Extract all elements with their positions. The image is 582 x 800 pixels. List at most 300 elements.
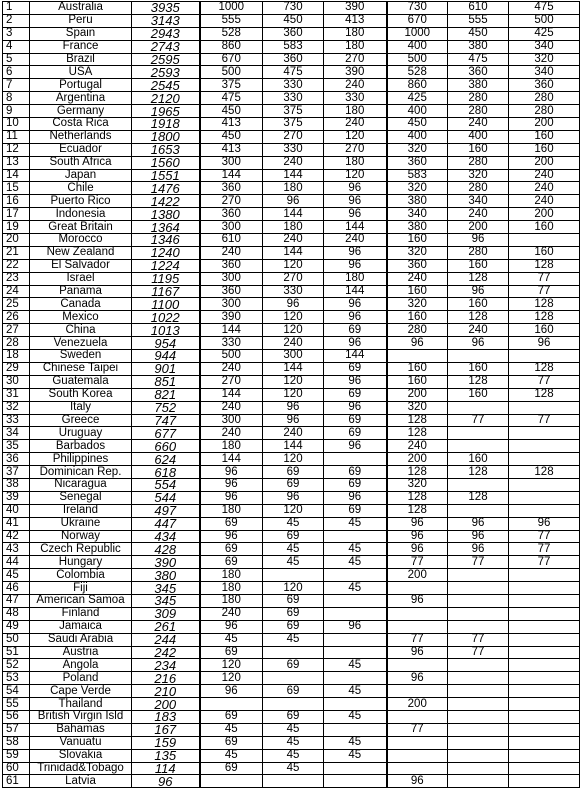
score-cell: 120	[263, 504, 324, 517]
rank-cell: 49	[3, 620, 30, 633]
country-cell: Ecuador	[30, 143, 132, 156]
rank-cell: 33	[3, 414, 30, 427]
score-cell	[324, 775, 387, 788]
score-cell: 144	[263, 362, 324, 375]
score-cell: 413	[200, 143, 263, 156]
score-cell: 555	[200, 14, 263, 27]
table-row	[3, 633, 580, 646]
table-row	[3, 401, 580, 414]
total-points-cell: 2943	[132, 27, 200, 40]
country-cell: Austria	[30, 646, 132, 659]
score-cell: 280	[448, 182, 509, 195]
country-cell: Chile	[30, 182, 132, 195]
score-cell: 120	[200, 659, 263, 672]
score-cell	[387, 710, 448, 723]
score-cell: 45	[263, 762, 324, 775]
score-cell	[387, 582, 448, 595]
score-cell: 240	[200, 401, 263, 414]
rank-cell: 20	[3, 234, 30, 247]
table-row	[3, 40, 580, 53]
score-cell	[263, 646, 324, 659]
score-cell	[509, 620, 580, 633]
score-cell: 160	[387, 234, 448, 247]
score-cell: 77	[448, 646, 509, 659]
score-cell: 128	[509, 259, 580, 272]
score-cell	[509, 646, 580, 659]
score-cell: 128	[448, 375, 509, 388]
score-cell: 160	[509, 143, 580, 156]
score-cell	[509, 427, 580, 440]
score-cell: 280	[509, 92, 580, 105]
table-row	[3, 350, 580, 363]
rank-cell: 55	[3, 698, 30, 711]
score-cell: 330	[263, 92, 324, 105]
total-points-cell: 216	[132, 672, 200, 685]
score-cell: 400	[387, 40, 448, 53]
score-cell: 270	[324, 53, 387, 66]
total-points-cell: 944	[132, 350, 200, 363]
score-cell	[324, 594, 387, 607]
score-cell: 69	[200, 517, 263, 530]
country-cell: Hungary	[30, 556, 132, 569]
score-cell	[324, 530, 387, 543]
total-points-cell: 309	[132, 607, 200, 620]
rank-cell: 34	[3, 427, 30, 440]
country-cell: Great Britain	[30, 221, 132, 234]
rank-cell: 36	[3, 453, 30, 466]
score-cell: 413	[324, 14, 387, 27]
score-cell: 390	[324, 2, 387, 15]
total-points-cell: 1653	[132, 143, 200, 156]
score-cell: 390	[200, 311, 263, 324]
score-cell: 69	[200, 762, 263, 775]
rank-cell: 52	[3, 659, 30, 672]
table-row	[3, 259, 580, 272]
score-cell: 200	[448, 221, 509, 234]
total-points-cell: 1364	[132, 221, 200, 234]
total-points-cell: 901	[132, 362, 200, 375]
score-cell: 360	[263, 27, 324, 40]
table-row	[3, 607, 580, 620]
rank-cell: 40	[3, 504, 30, 517]
score-cell: 69	[200, 736, 263, 749]
table-row	[3, 453, 580, 466]
country-cell: American Samoa	[30, 594, 132, 607]
rank-cell: 10	[3, 118, 30, 131]
score-cell: 160	[448, 453, 509, 466]
score-cell: 240	[448, 324, 509, 337]
country-cell: Bahamas	[30, 723, 132, 736]
score-cell: 96	[200, 530, 263, 543]
rank-cell: 1	[3, 2, 30, 15]
total-points-cell: 3935	[132, 2, 200, 15]
score-cell: 425	[387, 92, 448, 105]
score-cell: 96	[509, 337, 580, 350]
score-cell: 240	[263, 337, 324, 350]
rank-cell: 58	[3, 736, 30, 749]
score-cell: 400	[387, 105, 448, 118]
score-cell: 128	[387, 504, 448, 517]
total-points-cell: 677	[132, 427, 200, 440]
country-cell: Czech Republic	[30, 543, 132, 556]
score-cell: 670	[387, 14, 448, 27]
table-row	[3, 646, 580, 659]
country-cell: El Salvador	[30, 259, 132, 272]
table-row	[3, 427, 580, 440]
score-cell: 96	[448, 337, 509, 350]
table-row	[3, 504, 580, 517]
rank-cell: 30	[3, 375, 30, 388]
score-cell: 320	[387, 246, 448, 259]
score-cell	[509, 762, 580, 775]
country-cell: Sweden	[30, 350, 132, 363]
score-cell: 77	[387, 723, 448, 736]
rankings-table-body	[3, 2, 580, 788]
score-cell: 200	[509, 156, 580, 169]
rank-cell: 28	[3, 337, 30, 350]
score-cell: 160	[509, 130, 580, 143]
total-points-cell: 1195	[132, 272, 200, 285]
table-row	[3, 491, 580, 504]
country-cell: Latvia	[30, 775, 132, 788]
score-cell: 69	[263, 659, 324, 672]
score-cell: 413	[200, 118, 263, 131]
country-cell: Saudi Arabia	[30, 633, 132, 646]
rank-cell: 6	[3, 66, 30, 79]
score-cell: 45	[263, 736, 324, 749]
score-cell	[324, 698, 387, 711]
table-row	[3, 556, 580, 569]
score-cell: 45	[324, 517, 387, 530]
score-cell: 120	[263, 375, 324, 388]
score-cell: 96	[448, 234, 509, 247]
total-points-cell: 1380	[132, 208, 200, 221]
score-cell: 320	[387, 401, 448, 414]
rank-cell: 41	[3, 517, 30, 530]
score-cell: 450	[200, 130, 263, 143]
score-cell	[263, 698, 324, 711]
country-cell: Norway	[30, 530, 132, 543]
table-row	[3, 285, 580, 298]
score-cell: 180	[263, 221, 324, 234]
country-cell: Trinidad&Tobago	[30, 762, 132, 775]
total-points-cell: 1560	[132, 156, 200, 169]
score-cell: 96	[324, 259, 387, 272]
table-row	[3, 775, 580, 788]
score-cell: 69	[200, 543, 263, 556]
score-cell	[448, 440, 509, 453]
score-cell: 160	[387, 375, 448, 388]
country-cell: Ireland	[30, 504, 132, 517]
score-cell	[509, 453, 580, 466]
score-cell	[387, 685, 448, 698]
total-points-cell: 2545	[132, 79, 200, 92]
score-cell: 730	[387, 2, 448, 15]
rank-cell: 26	[3, 311, 30, 324]
score-cell: 69	[263, 478, 324, 491]
score-cell: 120	[263, 453, 324, 466]
total-points-cell: 821	[132, 388, 200, 401]
score-cell: 45	[263, 543, 324, 556]
score-cell: 340	[448, 195, 509, 208]
score-cell: 280	[448, 92, 509, 105]
table-row	[3, 388, 580, 401]
score-cell	[509, 659, 580, 672]
rank-cell: 16	[3, 195, 30, 208]
score-cell: 1000	[200, 2, 263, 15]
score-cell: 69	[324, 478, 387, 491]
score-cell: 340	[387, 208, 448, 221]
score-cell: 96	[387, 530, 448, 543]
score-cell: 528	[200, 27, 263, 40]
score-cell: 128	[448, 311, 509, 324]
total-points-cell: 1240	[132, 246, 200, 259]
total-points-cell: 234	[132, 659, 200, 672]
score-cell: 96	[200, 620, 263, 633]
country-cell: USA	[30, 66, 132, 79]
total-points-cell: 447	[132, 517, 200, 530]
score-cell	[509, 582, 580, 595]
score-cell: 280	[448, 105, 509, 118]
country-cell: Barbados	[30, 440, 132, 453]
score-cell: 45	[324, 582, 387, 595]
score-cell: 160	[509, 246, 580, 259]
rank-cell: 50	[3, 633, 30, 646]
score-cell: 390	[324, 66, 387, 79]
rank-cell: 8	[3, 92, 30, 105]
score-cell: 240	[509, 182, 580, 195]
score-cell: 240	[448, 118, 509, 131]
score-cell: 128	[448, 491, 509, 504]
score-cell: 45	[324, 736, 387, 749]
score-cell	[324, 646, 387, 659]
score-cell	[448, 620, 509, 633]
score-cell: 475	[263, 66, 324, 79]
rank-cell: 31	[3, 388, 30, 401]
score-cell: 69	[200, 646, 263, 659]
score-cell: 45	[200, 723, 263, 736]
total-points-cell: 554	[132, 478, 200, 491]
score-cell	[448, 607, 509, 620]
total-points-cell: 390	[132, 556, 200, 569]
score-cell: 180	[200, 440, 263, 453]
score-cell	[448, 569, 509, 582]
total-points-cell: 2595	[132, 53, 200, 66]
total-points-cell: 2593	[132, 66, 200, 79]
score-cell: 128	[509, 466, 580, 479]
score-cell: 77	[509, 285, 580, 298]
score-cell: 450	[263, 14, 324, 27]
score-cell: 200	[387, 388, 448, 401]
rank-cell: 57	[3, 723, 30, 736]
score-cell: 128	[509, 311, 580, 324]
country-cell: Angola	[30, 659, 132, 672]
score-cell: 240	[448, 208, 509, 221]
score-cell	[509, 569, 580, 582]
score-cell: 69	[200, 710, 263, 723]
table-row	[3, 440, 580, 453]
score-cell	[387, 607, 448, 620]
score-cell: 300	[263, 350, 324, 363]
score-cell: 160	[387, 311, 448, 324]
score-cell	[509, 749, 580, 762]
table-row	[3, 234, 580, 247]
score-cell: 583	[387, 169, 448, 182]
score-cell: 69	[263, 620, 324, 633]
score-cell: 144	[263, 169, 324, 182]
score-cell: 240	[509, 169, 580, 182]
score-cell: 69	[263, 710, 324, 723]
score-cell: 45	[263, 749, 324, 762]
table-row	[3, 478, 580, 491]
table-row	[3, 53, 580, 66]
score-cell: 96	[324, 375, 387, 388]
score-cell	[324, 672, 387, 685]
score-cell: 128	[448, 272, 509, 285]
country-cell: Fiji	[30, 582, 132, 595]
score-cell: 96	[324, 208, 387, 221]
score-cell: 280	[509, 105, 580, 118]
total-points-cell: 1013	[132, 324, 200, 337]
score-cell: 450	[448, 27, 509, 40]
country-cell: Israel	[30, 272, 132, 285]
total-points-cell: 618	[132, 466, 200, 479]
score-cell: 320	[509, 53, 580, 66]
score-cell	[263, 672, 324, 685]
score-cell: 200	[387, 453, 448, 466]
score-cell: 45	[324, 543, 387, 556]
table-row	[3, 182, 580, 195]
score-cell: 144	[263, 246, 324, 259]
rank-cell: 54	[3, 685, 30, 698]
score-cell: 330	[263, 79, 324, 92]
score-cell: 69	[263, 685, 324, 698]
score-cell: 160	[448, 388, 509, 401]
total-points-cell: 1167	[132, 285, 200, 298]
country-cell: Puerto Rico	[30, 195, 132, 208]
country-cell: Canada	[30, 298, 132, 311]
score-cell	[509, 504, 580, 517]
score-cell: 96	[200, 685, 263, 698]
score-cell	[448, 736, 509, 749]
score-cell: 128	[387, 414, 448, 427]
total-points-cell: 544	[132, 491, 200, 504]
score-cell: 77	[387, 556, 448, 569]
score-cell	[387, 350, 448, 363]
score-cell: 180	[324, 40, 387, 53]
table-row	[3, 672, 580, 685]
score-cell: 380	[387, 195, 448, 208]
score-cell: 45	[324, 685, 387, 698]
rankings-table	[2, 1, 580, 788]
score-cell: 360	[263, 53, 324, 66]
score-cell	[448, 427, 509, 440]
total-points-cell: 242	[132, 646, 200, 659]
score-cell	[509, 685, 580, 698]
score-cell: 475	[448, 53, 509, 66]
score-cell: 96	[387, 775, 448, 788]
score-cell: 69	[263, 530, 324, 543]
table-row	[3, 517, 580, 530]
score-cell: 128	[509, 298, 580, 311]
score-cell: 340	[509, 66, 580, 79]
score-cell	[509, 594, 580, 607]
score-cell: 160	[448, 143, 509, 156]
score-cell: 300	[200, 272, 263, 285]
score-cell: 96	[324, 246, 387, 259]
score-cell: 240	[324, 234, 387, 247]
country-cell: Greece	[30, 414, 132, 427]
score-cell: 240	[200, 362, 263, 375]
score-cell: 96	[387, 594, 448, 607]
country-cell: Vanuatu	[30, 736, 132, 749]
score-cell: 240	[509, 195, 580, 208]
score-cell: 320	[387, 182, 448, 195]
country-cell: Argentina	[30, 92, 132, 105]
score-cell: 120	[263, 324, 324, 337]
score-cell	[509, 234, 580, 247]
score-cell	[448, 775, 509, 788]
table-row	[3, 337, 580, 350]
score-cell: 160	[387, 362, 448, 375]
score-cell: 45	[324, 710, 387, 723]
table-row	[3, 130, 580, 143]
table-row	[3, 620, 580, 633]
table-row	[3, 156, 580, 169]
score-cell: 69	[263, 607, 324, 620]
score-cell	[387, 659, 448, 672]
score-cell: 180	[200, 582, 263, 595]
score-cell: 300	[200, 298, 263, 311]
country-cell: Australia	[30, 2, 132, 15]
score-cell: 120	[263, 582, 324, 595]
table-row	[3, 324, 580, 337]
score-cell: 69	[324, 414, 387, 427]
country-cell: Morocco	[30, 234, 132, 247]
score-cell: 450	[200, 105, 263, 118]
country-cell: South Korea	[30, 388, 132, 401]
rank-cell: 44	[3, 556, 30, 569]
score-cell: 475	[200, 92, 263, 105]
score-cell: 69	[263, 466, 324, 479]
score-cell: 77	[509, 530, 580, 543]
score-cell: 96	[387, 672, 448, 685]
country-cell: Thailand	[30, 698, 132, 711]
table-row	[3, 195, 580, 208]
country-cell: Panama	[30, 285, 132, 298]
score-cell: 160	[448, 298, 509, 311]
score-cell	[387, 762, 448, 775]
score-cell: 96	[448, 530, 509, 543]
table-row	[3, 208, 580, 221]
score-cell: 45	[324, 659, 387, 672]
total-points-cell: 752	[132, 401, 200, 414]
score-cell	[324, 633, 387, 646]
score-cell	[509, 672, 580, 685]
score-cell: 69	[324, 504, 387, 517]
table-row	[3, 594, 580, 607]
table-row	[3, 118, 580, 131]
score-cell	[324, 762, 387, 775]
table-row	[3, 66, 580, 79]
score-cell: 144	[200, 388, 263, 401]
total-points-cell: 497	[132, 504, 200, 517]
score-cell: 330	[263, 143, 324, 156]
score-cell: 144	[263, 208, 324, 221]
country-cell: Nicaragua	[30, 478, 132, 491]
country-cell: Costa Rica	[30, 118, 132, 131]
table-row	[3, 298, 580, 311]
